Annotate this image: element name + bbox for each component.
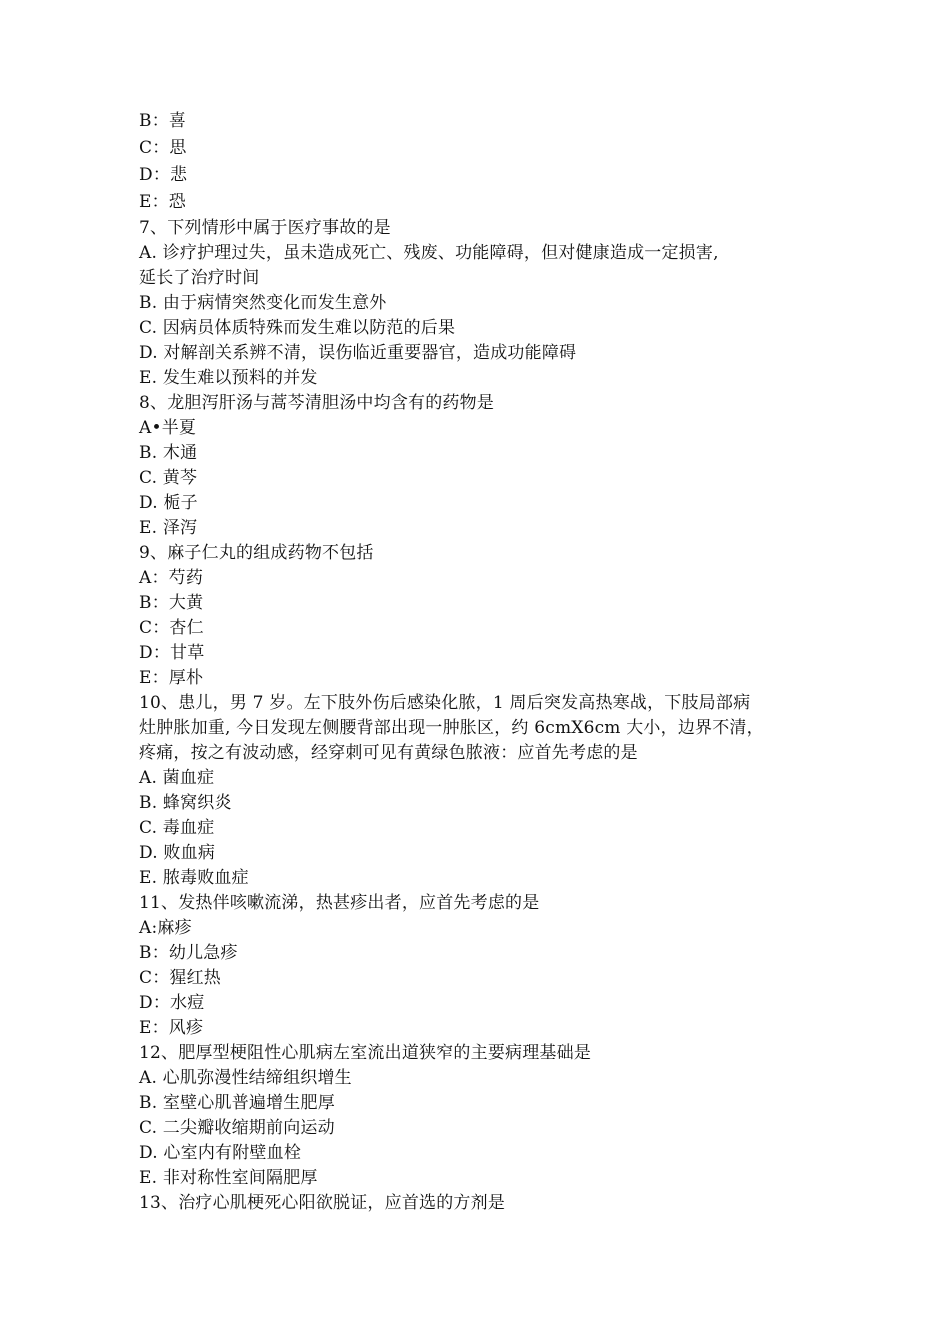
text-line: D. 心室内有附壁血栓 — [139, 1143, 302, 1163]
text-line: D. 败血病 — [139, 843, 216, 863]
text-line: B：大黄 — [139, 593, 204, 613]
text-line: A•半夏 — [139, 418, 197, 438]
text-line: B. 蜂窝织炎 — [139, 793, 232, 813]
question-heading: 8、龙胆泻肝汤与蒿芩清胆汤中均含有的药物是 — [139, 393, 495, 413]
text-line: D：悲 — [139, 165, 188, 185]
question-heading: 12、肥厚型梗阻性心肌病左室流出道狭窄的主要病理基础是 — [139, 1043, 592, 1063]
question-heading: 7、下列情形中属于医疗事故的是 — [139, 218, 391, 238]
text-line: C：杏仁 — [139, 618, 204, 638]
text-line: D：水痘 — [139, 993, 205, 1013]
question-heading: 10、患儿，男 7 岁。左下肢外伤后感染化脓，1 周后突发高热寒战，下肢局部病 — [139, 693, 751, 713]
text-line: E. 脓毒败血症 — [139, 868, 249, 888]
text-line: E. 非对称性室间隔肥厚 — [139, 1168, 318, 1188]
text-line: C. 毒血症 — [139, 818, 215, 838]
text-line: A. 心肌弥漫性结缔组织增生 — [139, 1068, 352, 1088]
text-line: E. 发生难以预料的并发 — [139, 368, 318, 388]
question-heading: 13、治疗心肌梗死心阳欲脱证，应首选的方剂是 — [139, 1193, 506, 1213]
text-line: B：幼儿急疹 — [139, 943, 238, 963]
text-line: C：猩红热 — [139, 968, 222, 988]
text-line: B. 木通 — [139, 443, 198, 463]
document-body — [139, 108, 811, 1216]
text-line: A：芍药 — [139, 568, 204, 588]
text-line: E：厚朴 — [139, 668, 204, 688]
text-line: C：思 — [139, 138, 187, 158]
text-line: E：风疹 — [139, 1018, 204, 1038]
text-line: 延长了治疗时间 — [139, 268, 260, 288]
text-line: A. 诊疗护理过失，虽未造成死亡、残废、功能障碍，但对健康造成一定损害, — [139, 243, 719, 263]
text-line: B. 由于病情突然变化而发生意外 — [139, 293, 387, 313]
text-line: D. 对解剖关系辨不清，误伤临近重要器官，造成功能障碍 — [139, 343, 577, 363]
text-line: 灶肿胀加重, 今日发现左侧腰背部出现一肿胀区，约 6cmX6cm 大小，边界不清， — [139, 718, 764, 738]
text-line: D：甘草 — [139, 643, 205, 663]
text-line: D. 栀子 — [139, 493, 198, 513]
text-line: E：恐 — [139, 192, 187, 212]
text-line: B：喜 — [139, 111, 187, 131]
question-heading: 11、发热伴咳嗽流涕，热甚疹出者，应首先考虑的是 — [139, 893, 540, 913]
text-line: A:麻疹 — [139, 918, 192, 938]
question-heading: 9、麻子仁丸的组成药物不包括 — [139, 543, 374, 563]
text-line: C. 因病员体质特殊而发生难以防范的后果 — [139, 318, 456, 338]
text-line: 疼痛，按之有波动感，经穿刺可见有黄绿色脓液：应首先考虑的是 — [139, 743, 638, 763]
text-line: E. 泽泻 — [139, 518, 198, 538]
text-line: B. 室壁心肌普遍增生肥厚 — [139, 1093, 335, 1113]
text-line: C. 二尖瓣收缩期前向运动 — [139, 1118, 335, 1138]
text-line: C. 黄芩 — [139, 468, 198, 488]
text-line: A. 菌血症 — [139, 768, 215, 788]
